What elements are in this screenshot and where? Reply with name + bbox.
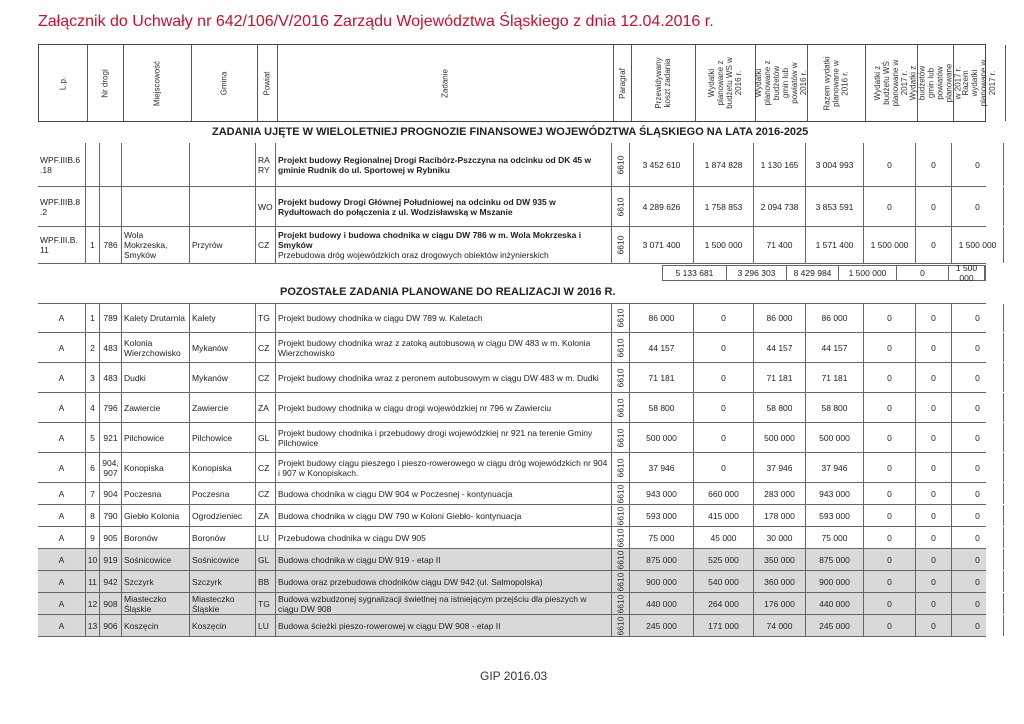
index-cell <box>86 187 100 226</box>
header-label: Zadanie <box>440 68 450 98</box>
task-cell: Projekt budowy ciągu pieszego i pieszo-rowerowego w ciągu dróg wojewódzkich nr 904 i 907 w Konopiskach. <box>276 453 612 482</box>
county-cell: RA RY <box>256 143 276 186</box>
category-cell: A <box>38 593 86 614</box>
task-cell: Przebudowa chodnika w ciągu DW 905 <box>276 527 612 548</box>
task-cell: Projekt budowy Regionalnej Drogi Racibórz-Pszczyna na odcinku od DK 45 w gminie Rudnik do ul. Sportowej w Rybniku <box>276 143 612 186</box>
county-cell: CZ <box>256 483 276 504</box>
index-cell: 4 <box>86 393 100 422</box>
county-cell: ZA <box>256 393 276 422</box>
amount-cell: 0 <box>694 453 754 482</box>
amount-cell: 900 000 <box>806 571 864 592</box>
header-cell <box>755 45 808 121</box>
amount-cell: 1 571 400 <box>806 227 864 263</box>
task-cell: Budowa wzbudzonej sygnalizacji świetlnej na istniejącym przejściu dla pieszych w ciągu DW 908 <box>276 593 612 614</box>
amount-cell: 86 000 <box>806 304 864 332</box>
section1-title: ZADANIA UJĘTE W WIELOLETNIEJ PROGNOZIE FINANSOWEJ WOJEWÓDZTWA ŚLĄSKIEGO NA LATA 2016-2025 <box>212 126 809 138</box>
road-number-cell: 796 <box>100 393 122 422</box>
road-number-cell: 905 <box>100 527 122 548</box>
category-cell: A <box>38 453 86 482</box>
header-cell <box>613 45 632 121</box>
amount-cell: 360 000 <box>754 571 806 592</box>
amount-cell: 71 181 <box>630 363 694 392</box>
lp-cell: WPF.IIIB.8 .2 <box>38 187 86 226</box>
category-cell: A <box>38 304 86 332</box>
table-row <box>38 483 986 505</box>
locality-cell <box>122 143 190 186</box>
county-cell: CZ <box>256 453 276 482</box>
paragraph-cell: 6610 <box>612 304 630 332</box>
paragraph-cell: 6610 <box>612 593 630 614</box>
amount-cell: 0 <box>952 363 1004 392</box>
task-cell: Budowa chodnika w ciągu DW 904 w Poczesnej - kontynuacja <box>276 483 612 504</box>
county-cell: TG <box>256 593 276 614</box>
county-cell: CZ <box>256 363 276 392</box>
locality-cell: Kolonia Wierzchowisko <box>122 333 190 362</box>
road-number-cell: 919 <box>100 549 122 570</box>
amount-cell: 45 000 <box>694 527 754 548</box>
amount-cell: 0 <box>864 453 916 482</box>
amount-cell: 71 181 <box>806 363 864 392</box>
amount-cell: 875 000 <box>630 549 694 570</box>
header-label: Wydatki planowane z budżetów gmin lub powiatów w 2016 r. <box>754 60 808 106</box>
commune-cell: Ogrodzieniec <box>190 505 256 526</box>
amount-cell: 1 500 000 <box>864 227 916 263</box>
table-row <box>38 143 986 187</box>
amount-cell: 0 <box>864 593 916 614</box>
header-cell <box>631 45 696 121</box>
road-number-cell: 790 <box>100 505 122 526</box>
index-cell: 6 <box>86 453 100 482</box>
amount-cell: 75 000 <box>806 527 864 548</box>
amount-cell: 3 004 993 <box>806 143 864 186</box>
header-cell <box>39 45 88 121</box>
paragraph-cell: 6610 <box>612 333 630 362</box>
amount-cell: 0 <box>916 483 952 504</box>
total-cell: 8 429 984 <box>787 266 839 280</box>
header-cell <box>87 45 124 121</box>
paragraph-cell: 6610 <box>612 227 630 263</box>
task-cell: Budowa chodnika w ciągu DW 790 w Koloni Giebło- kontynuacja <box>276 505 612 526</box>
header-cell <box>953 45 1006 121</box>
index-cell: 2 <box>86 333 100 362</box>
header-label: Powiat <box>262 70 272 96</box>
header-cell <box>908 45 963 121</box>
task-cell: Projekt budowy i budowa chodnika w ciągu DW 786 w m. Wola Mokrzeska i Smyków Przebudowa dróg wojewódzkich oraz drogowych obiektów inżynierskich <box>276 227 612 263</box>
locality-cell: Konopiska <box>122 453 190 482</box>
amount-cell: 178 000 <box>754 505 806 526</box>
amount-cell: 86 000 <box>630 304 694 332</box>
amount-cell: 0 <box>916 393 952 422</box>
table-row <box>38 187 986 227</box>
index-cell: 10 <box>86 549 100 570</box>
amount-cell: 2 094 738 <box>754 187 806 226</box>
commune-cell: Konopiska <box>190 453 256 482</box>
paragraph-cell: 6610 <box>612 143 630 186</box>
amount-cell: 0 <box>864 483 916 504</box>
amount-cell: 0 <box>694 423 754 452</box>
locality-cell: Koszęcin <box>122 615 190 636</box>
amount-cell: 245 000 <box>630 615 694 636</box>
lp-cell: WPF.IIIB.6 .18 <box>38 143 86 186</box>
amount-cell: 0 <box>916 143 952 186</box>
amount-cell: 1 500 000 <box>694 227 754 263</box>
amount-cell: 4 289 626 <box>630 187 694 226</box>
commune-cell: Boronów <box>190 527 256 548</box>
header-label: Wydatki planowane z budżetu WS w 2016 r. <box>707 57 743 109</box>
category-cell: A <box>38 571 86 592</box>
amount-cell: 0 <box>952 549 1004 570</box>
commune-cell: Mykanów <box>190 363 256 392</box>
amount-cell: 0 <box>694 333 754 362</box>
locality-cell: Sośnicowice <box>122 549 190 570</box>
category-cell: A <box>38 483 86 504</box>
index-cell: 13 <box>86 615 100 636</box>
amount-cell: 71 400 <box>754 227 806 263</box>
table-row <box>38 393 986 423</box>
amount-cell: 44 157 <box>630 333 694 362</box>
amount-cell: 660 000 <box>694 483 754 504</box>
amount-cell: 0 <box>952 527 1004 548</box>
amount-cell: 0 <box>952 393 1004 422</box>
section1-totals <box>662 265 986 281</box>
table-row <box>38 333 986 363</box>
paragraph-cell: 6610 <box>612 615 630 636</box>
amount-cell: 74 000 <box>754 615 806 636</box>
amount-cell: 943 000 <box>806 483 864 504</box>
paragraph-cell: 6610 <box>612 393 630 422</box>
locality-cell: Pilchowice <box>122 423 190 452</box>
amount-cell: 0 <box>864 333 916 362</box>
amount-cell: 58 800 <box>806 393 864 422</box>
amount-cell: 0 <box>952 333 1004 362</box>
county-cell: CZ <box>256 333 276 362</box>
amount-cell: 0 <box>916 227 952 263</box>
amount-cell: 37 946 <box>806 453 864 482</box>
locality-cell: Boronów <box>122 527 190 548</box>
amount-cell: 71 181 <box>754 363 806 392</box>
amount-cell: 37 946 <box>754 453 806 482</box>
task-cell: Budowa chodnika w ciągu DW 919 - etap II <box>276 549 612 570</box>
amount-cell: 0 <box>916 505 952 526</box>
amount-cell: 75 000 <box>630 527 694 548</box>
amount-cell: 37 946 <box>630 453 694 482</box>
amount-cell: 0 <box>864 393 916 422</box>
road-number-cell: 786 <box>100 227 122 263</box>
amount-cell: 171 000 <box>694 615 754 636</box>
category-cell: A <box>38 527 86 548</box>
table-row <box>38 363 986 393</box>
table-row <box>38 593 986 615</box>
amount-cell: 0 <box>864 143 916 186</box>
footer-code: GIP 2016.03 <box>480 669 548 683</box>
amount-cell: 540 000 <box>694 571 754 592</box>
table-row <box>38 227 997 264</box>
road-number-cell: 921 <box>100 423 122 452</box>
category-cell: A <box>38 549 86 570</box>
task-cell: Projekt budowy Drogi Głównej Południowej na odcinku od DW 935 w Rydułtowach do połączenia z ul. Wodzisławską w Mszanie <box>276 187 612 226</box>
header-cell <box>277 45 614 121</box>
amount-cell: 525 000 <box>694 549 754 570</box>
amount-cell: 264 000 <box>694 593 754 614</box>
header-cell <box>191 45 258 121</box>
county-cell: ZA <box>256 505 276 526</box>
amount-cell: 0 <box>916 304 952 332</box>
amount-cell: 0 <box>952 483 1004 504</box>
index-cell: 3 <box>86 363 100 392</box>
paragraph-cell: 6610 <box>612 505 630 526</box>
road-number-cell: 942 <box>100 571 122 592</box>
amount-cell: 0 <box>694 304 754 332</box>
county-cell: GL <box>256 549 276 570</box>
commune-cell: Miasteczko Śląskie <box>190 593 256 614</box>
amount-cell: 0 <box>952 187 1004 226</box>
commune-cell: Poczesna <box>190 483 256 504</box>
task-cell: Budowa oraz przebudowa chodników ciągu DW 942 (ul. Salmopolska) <box>276 571 612 592</box>
amount-cell: 1 500 000 <box>952 227 1004 263</box>
locality-cell: Kalety Drutarnia <box>122 304 190 332</box>
amount-cell: 500 000 <box>806 423 864 452</box>
amount-cell: 0 <box>864 571 916 592</box>
amount-cell: 0 <box>916 423 952 452</box>
paragraph-cell: 6610 <box>612 549 630 570</box>
table-row <box>38 527 986 549</box>
amount-cell: 0 <box>864 615 916 636</box>
county-cell: LU <box>256 527 276 548</box>
header-label: Paragraf <box>617 67 627 99</box>
paragraph-cell: 6610 <box>612 453 630 482</box>
amount-cell: 0 <box>864 423 916 452</box>
amount-cell: 58 800 <box>630 393 694 422</box>
header-label: Wydatki z budżetu WŚ planowane w 2017 r. <box>873 59 909 107</box>
amount-cell: 0 <box>916 453 952 482</box>
header-label: Nr drogi <box>100 68 110 98</box>
amount-cell: 30 000 <box>754 527 806 548</box>
section2-title: POZOSTAŁE ZADANIA PLANOWANE DO REALIZACJI W 2016 R. <box>280 286 616 298</box>
commune-cell: Pilchowice <box>190 423 256 452</box>
total-cell: 0 <box>897 266 949 280</box>
amount-cell: 0 <box>864 505 916 526</box>
locality-cell: Zawiercie <box>122 393 190 422</box>
category-cell: A <box>38 363 86 392</box>
road-number-cell: 906 <box>100 615 122 636</box>
amount-cell: 900 000 <box>630 571 694 592</box>
table-row <box>38 423 986 453</box>
amount-cell: 0 <box>916 333 952 362</box>
county-cell: WO <box>256 187 276 226</box>
task-cell: Projekt budowy chodnika w ciągu DW 789 w. Kaletach <box>276 304 612 332</box>
amount-cell: 44 157 <box>806 333 864 362</box>
table-row <box>38 571 986 593</box>
task-cell: Projekt budowy chodnika wraz z peronem autobusowym w ciągu DW 483 w m. Dudki <box>276 363 612 392</box>
county-cell: CZ <box>256 227 276 263</box>
amount-cell: 1 758 853 <box>694 187 754 226</box>
index-cell: 1 <box>86 227 100 263</box>
task-cell: Budowa ścieżki pieszo-rowerowej w ciągu DW 908 - etap II <box>276 615 612 636</box>
road-number-cell: 483 <box>100 363 122 392</box>
amount-cell: 500 000 <box>754 423 806 452</box>
amount-cell: 440 000 <box>806 593 864 614</box>
amount-cell: 0 <box>864 363 916 392</box>
amount-cell: 593 000 <box>630 505 694 526</box>
amount-cell: 0 <box>694 393 754 422</box>
index-cell: 5 <box>86 423 100 452</box>
index-cell: 1 <box>86 304 100 332</box>
amount-cell: 0 <box>916 527 952 548</box>
amount-cell: 0 <box>916 571 952 592</box>
amount-cell: 0 <box>916 615 952 636</box>
task-cell: Projekt budowy chodnika wraz z zatoką autobusową w ciągu DW 483 w m. Kolonia Wierzchowisko <box>276 333 612 362</box>
header-cell <box>257 45 278 121</box>
locality-cell: Szczyrk <box>122 571 190 592</box>
amount-cell: 0 <box>694 363 754 392</box>
task-cell: Projekt budowy chodnika i przebudowy drogi wojewódzkiej nr 921 na terenie Gminy Pilchowice <box>276 423 612 452</box>
lp-cell: WPF.III.B. 11 <box>38 227 86 263</box>
amount-cell: 875 000 <box>806 549 864 570</box>
commune-cell: Zawiercie <box>190 393 256 422</box>
index-cell: 11 <box>86 571 100 592</box>
amount-cell: 0 <box>864 549 916 570</box>
paragraph-cell: 6610 <box>612 527 630 548</box>
road-number-cell <box>100 187 122 226</box>
header-label: Gmina <box>219 71 229 95</box>
amount-cell: 0 <box>864 304 916 332</box>
amount-cell: 0 <box>952 593 1004 614</box>
amount-cell: 3 452 610 <box>630 143 694 186</box>
index-cell: 7 <box>86 483 100 504</box>
table-row <box>38 549 986 571</box>
amount-cell: 0 <box>952 304 1004 332</box>
locality-cell: Dudki <box>122 363 190 392</box>
road-number-cell: 483 <box>100 333 122 362</box>
column-header-row <box>38 44 997 122</box>
category-cell: A <box>38 505 86 526</box>
road-number-cell <box>100 143 122 186</box>
amount-cell: 0 <box>916 187 952 226</box>
header-label: Razem wydatki planowane w 2017 r. <box>961 59 997 107</box>
table-row <box>38 505 986 527</box>
header-cell <box>807 45 866 121</box>
amount-cell: 3 071 400 <box>630 227 694 263</box>
road-number-cell: 904 <box>100 483 122 504</box>
paragraph-cell: 6610 <box>612 363 630 392</box>
task-cell: Projekt budowy chodnika w ciągu drogi wojewódzkiej nr 796 w Zawierciu <box>276 393 612 422</box>
commune-cell: Szczyrk <box>190 571 256 592</box>
amount-cell: 0 <box>916 593 952 614</box>
category-cell: A <box>38 333 86 362</box>
road-number-cell: 908 <box>100 593 122 614</box>
amount-cell: 0 <box>864 187 916 226</box>
amount-cell: 0 <box>952 143 1004 186</box>
amount-cell: 0 <box>864 527 916 548</box>
amount-cell: 0 <box>952 453 1004 482</box>
paragraph-cell: 6610 <box>612 483 630 504</box>
header-label: Przewidywany koszt zadania <box>654 57 672 109</box>
amount-cell: 1 874 828 <box>694 143 754 186</box>
total-cell: 3 296 303 <box>727 266 787 280</box>
index-cell <box>86 143 100 186</box>
amount-cell: 500 000 <box>630 423 694 452</box>
header-label: L.p. <box>58 76 68 90</box>
table-row <box>38 615 986 637</box>
paragraph-cell: 6610 <box>612 423 630 452</box>
category-cell: A <box>38 615 86 636</box>
amount-cell: 58 800 <box>754 393 806 422</box>
locality-cell: Giebło Kolonia <box>122 505 190 526</box>
amount-cell: 44 157 <box>754 333 806 362</box>
amount-cell: 440 000 <box>630 593 694 614</box>
header-label: Miejscowość <box>152 60 162 106</box>
index-cell: 12 <box>86 593 100 614</box>
index-cell: 8 <box>86 505 100 526</box>
commune-cell: Koszęcin <box>190 615 256 636</box>
amount-cell: 0 <box>952 505 1004 526</box>
county-cell: GL <box>256 423 276 452</box>
header-cell <box>695 45 756 121</box>
paragraph-cell: 6610 <box>612 571 630 592</box>
road-number-cell: 904, 907 <box>100 453 122 482</box>
index-cell: 9 <box>86 527 100 548</box>
locality-cell: Wola Mokrzeska, Smyków <box>122 227 190 263</box>
amount-cell: 283 000 <box>754 483 806 504</box>
header-label: Razem wydatki planowane w 2016 r. <box>822 55 850 111</box>
category-cell: A <box>38 393 86 422</box>
table-row <box>38 303 986 333</box>
amount-cell: 0 <box>952 571 1004 592</box>
amount-cell: 943 000 <box>630 483 694 504</box>
commune-cell: Sośnicowice <box>190 549 256 570</box>
amount-cell: 3 853 591 <box>806 187 864 226</box>
commune-cell: Kalety <box>190 304 256 332</box>
amount-cell: 0 <box>952 615 1004 636</box>
amount-cell: 245 000 <box>806 615 864 636</box>
road-number-cell: 789 <box>100 304 122 332</box>
header-cell <box>123 45 192 121</box>
amount-cell: 593 000 <box>806 505 864 526</box>
total-cell: 1 500 000 <box>949 266 985 280</box>
commune-cell: Mykanów <box>190 333 256 362</box>
paragraph-cell: 6610 <box>612 187 630 226</box>
commune-cell: Przyrów <box>190 227 256 263</box>
amount-cell: 1 130 165 <box>754 143 806 186</box>
county-cell: BB <box>256 571 276 592</box>
county-cell: LU <box>256 615 276 636</box>
commune-cell <box>190 143 256 186</box>
commune-cell <box>190 187 256 226</box>
locality-cell: Poczesna <box>122 483 190 504</box>
amount-cell: 0 <box>916 549 952 570</box>
locality-cell: Miasteczko Śląskie <box>122 593 190 614</box>
locality-cell <box>122 187 190 226</box>
amount-cell: 176 000 <box>754 593 806 614</box>
amount-cell: 350 000 <box>754 549 806 570</box>
total-cell: 1 500 000 <box>839 266 897 280</box>
document-title: Załącznik do Uchwały nr 642/106/V/2016 Zarządu Województwa Śląskiego z dnia 12.04.2016 r. <box>38 13 714 30</box>
county-cell: TG <box>256 304 276 332</box>
header-label: Wydatki z budżetów gmin lub powiatów planowane w 2017 r. <box>908 63 963 103</box>
total-cell: 5 133 681 <box>663 266 727 280</box>
amount-cell: 86 000 <box>754 304 806 332</box>
category-cell: A <box>38 423 86 452</box>
amount-cell: 415 000 <box>694 505 754 526</box>
table-row <box>38 453 986 483</box>
amount-cell: 0 <box>916 363 952 392</box>
amount-cell: 0 <box>952 423 1004 452</box>
